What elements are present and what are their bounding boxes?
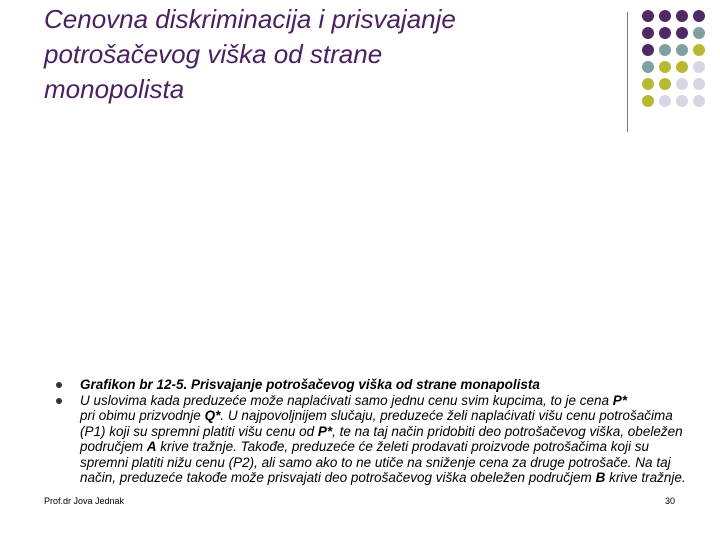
footer-author: Prof.dr Jova Jednak bbox=[44, 496, 125, 506]
explanation-text-4: , te na taj način pridobiti deo potrošačevog viška, obeležen područjem bbox=[80, 423, 683, 454]
explanation-area-b: B bbox=[595, 470, 606, 485]
explanation-p-star-1: P* bbox=[612, 392, 628, 408]
decor-dot bbox=[676, 10, 688, 22]
title-line-2: potrošačevog viška od strane bbox=[44, 39, 383, 69]
decor-dot bbox=[693, 61, 705, 73]
figure-caption: Grafikon br 12-5. Prisvajanje potrošačevog viška od strane monapolista bbox=[80, 377, 540, 392]
explanation-text-1: U uslovima kada preduzeće može naplaćivati samo jednu cenu svim kupcima, to je cena bbox=[80, 392, 613, 408]
decor-dot bbox=[659, 61, 671, 73]
decor-dot bbox=[642, 95, 654, 107]
decor-dot bbox=[676, 78, 688, 90]
decor-dot bbox=[676, 61, 688, 73]
decor-dot bbox=[659, 78, 671, 90]
explanation-text-2: pri obimu prizvodnje bbox=[80, 408, 205, 423]
decor-dot bbox=[676, 27, 688, 39]
explanation-area-a: A bbox=[146, 439, 157, 454]
decorative-divider bbox=[627, 12, 628, 132]
decor-dot bbox=[642, 61, 654, 73]
explanation-text-3: . U najpovoljnijem slučaju, preduzeće želi naplaćivati višu cenu potrošačima (P1) koji su spremni platiti višu cenu od bbox=[80, 408, 673, 439]
explanation-text-6: krive tražnje. bbox=[605, 470, 686, 485]
decorative-dot-grid bbox=[640, 10, 720, 120]
decor-dot bbox=[659, 44, 671, 56]
decor-dot bbox=[659, 10, 671, 22]
explanation-q-star: Q* bbox=[204, 408, 221, 423]
bullet-list bbox=[56, 377, 696, 486]
explanation-text-5: krive tražnje. Takođe, preduzeće će želeti prodavati proizvode potrošačima koji su spremni platiti nižu cenu (P2), ali samo ako to ne utiče na sniženje cena za druge potrošače. Na taj način, preduzeće takođe može prisvajati deo potrošačevog viška obeležen područjem bbox=[80, 439, 671, 485]
decor-dot bbox=[642, 27, 654, 39]
decor-dot bbox=[642, 10, 654, 22]
bullet-item-explanation bbox=[56, 393, 696, 486]
decor-dot bbox=[693, 78, 705, 90]
decor-dot bbox=[693, 27, 705, 39]
decor-dot bbox=[659, 95, 671, 107]
decor-dot bbox=[642, 78, 654, 90]
decor-dot bbox=[693, 95, 705, 107]
title-line-1: Cenovna diskriminacija i prisvajanje bbox=[44, 4, 456, 34]
decor-dot bbox=[659, 27, 671, 39]
decor-dot bbox=[676, 95, 688, 107]
decor-dot bbox=[642, 44, 654, 56]
decor-dot bbox=[676, 44, 688, 56]
decor-dot bbox=[693, 10, 705, 22]
decor-dot bbox=[693, 44, 705, 56]
title-line-3: monopolista bbox=[44, 74, 185, 104]
explanation-p-star-2: P* bbox=[317, 423, 333, 439]
slide-title bbox=[44, 2, 604, 107]
page-number: 30 bbox=[665, 496, 676, 506]
bullet-item-figure-caption bbox=[56, 377, 696, 393]
